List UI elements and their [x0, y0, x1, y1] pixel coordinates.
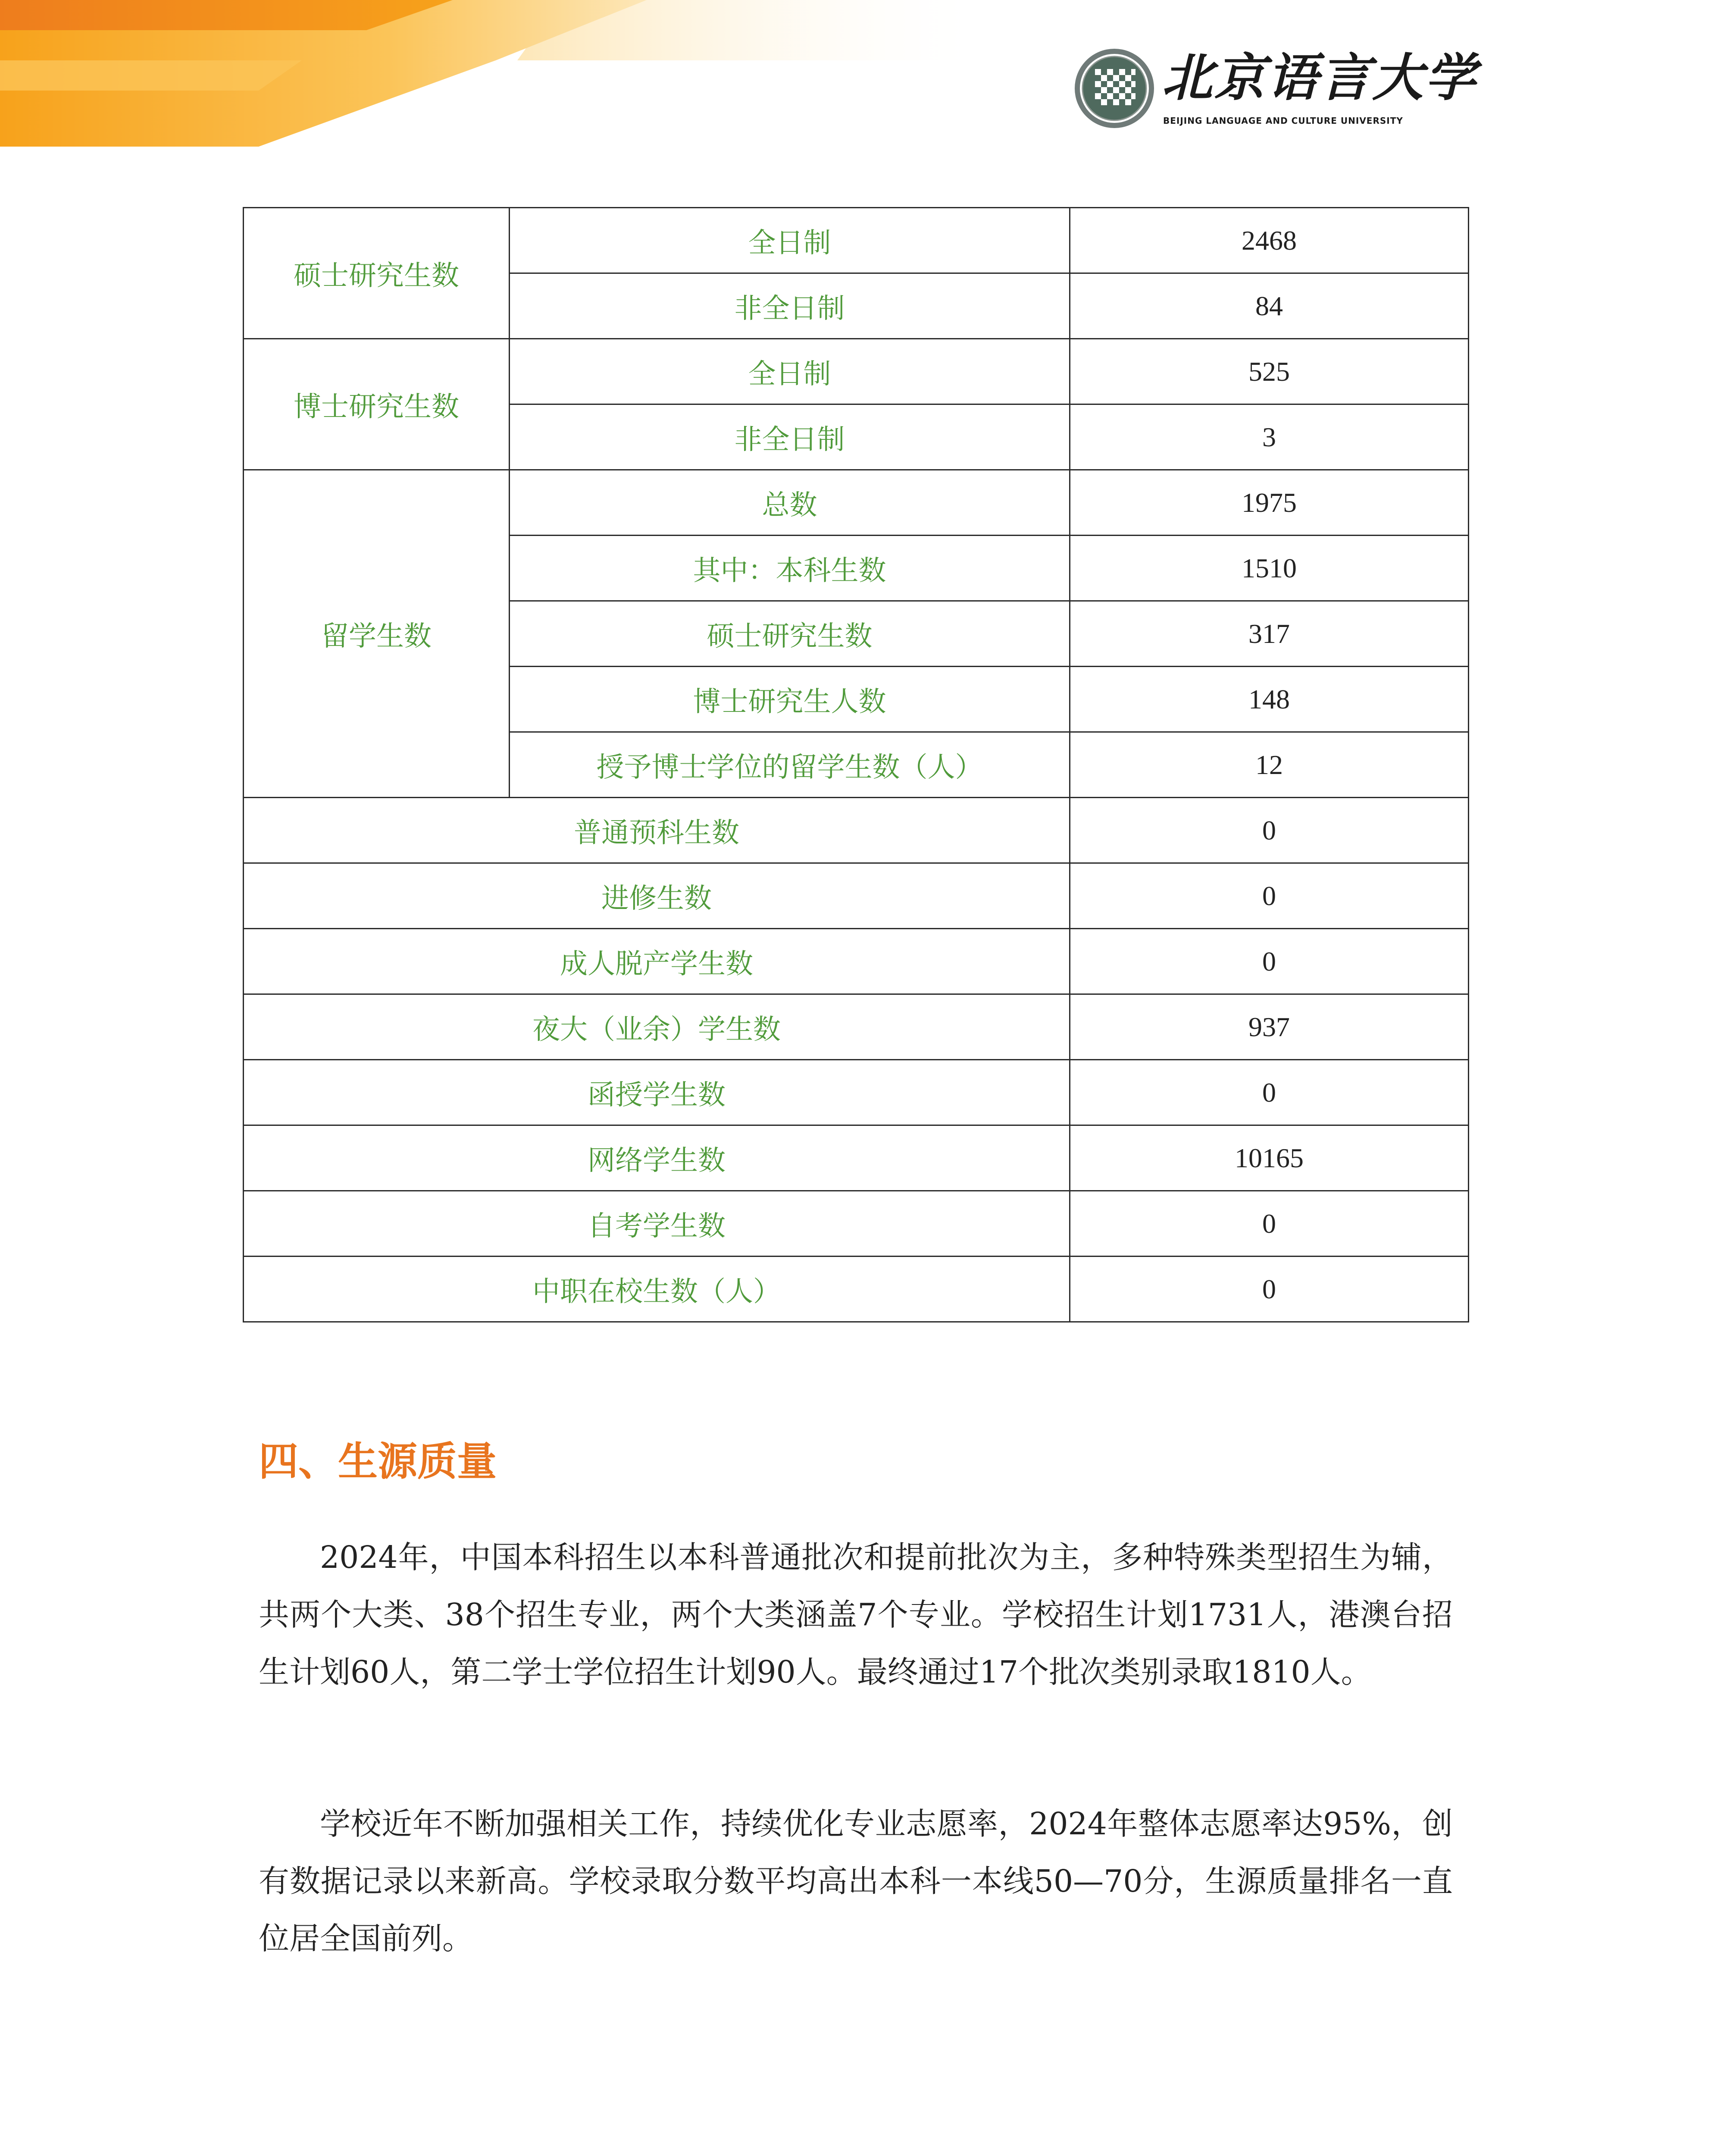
logo-english-name: BEIJING LANGUAGE AND CULTURE UNIVERSITY	[1163, 116, 1403, 126]
university-seal-icon	[1073, 47, 1155, 129]
university-logo	[1073, 47, 1478, 134]
table-row	[244, 994, 1469, 1060]
row-label: 全日制	[510, 208, 1070, 273]
table-row	[244, 1060, 1469, 1125]
table-row	[244, 1191, 1469, 1257]
row-label: 夜大（业余）学生数	[244, 994, 1070, 1060]
row-value: 0	[1070, 1191, 1469, 1257]
row-label: 函授学生数	[244, 1060, 1070, 1125]
row-label: 非全日制	[510, 273, 1070, 339]
row-group-label: 硕士研究生数	[244, 208, 510, 339]
row-value: 0	[1070, 863, 1469, 929]
table-row	[244, 1125, 1469, 1191]
row-label: 成人脱产学生数	[244, 929, 1070, 994]
row-value: 0	[1070, 1060, 1469, 1125]
row-value: 525	[1070, 339, 1469, 404]
row-label: 其中：本科生数	[510, 536, 1070, 601]
table-row	[244, 798, 1469, 863]
table-row	[244, 339, 1469, 404]
row-value: 937	[1070, 994, 1469, 1060]
student-statistics-table	[243, 207, 1469, 1322]
header-decor-band	[0, 0, 992, 147]
row-label: 普通预科生数	[244, 798, 1070, 863]
body-paragraph: 学校近年不断加强相关工作，持续优化专业志愿率，2024年整体志愿率达95%，创有数据记录以来新高。学校录取分数平均高出本科一本线50—70分，生源质量排名一直位居全国前列。	[259, 1806, 1453, 1956]
row-label: 博士研究生人数	[510, 667, 1070, 732]
row-group-label: 留学生数	[244, 470, 510, 798]
table-row	[244, 929, 1469, 994]
logo-chinese-name: 北京语言大学	[1162, 47, 1478, 107]
table-row	[244, 470, 1469, 536]
row-label: 非全日制	[510, 404, 1070, 470]
row-label: 进修生数	[244, 863, 1070, 929]
row-value: 2468	[1070, 208, 1469, 273]
row-value: 148	[1070, 667, 1469, 732]
row-label: 硕士研究生数	[510, 601, 1070, 667]
row-value: 317	[1070, 601, 1469, 667]
row-label: 自考学生数	[244, 1191, 1070, 1257]
row-value: 1975	[1070, 470, 1469, 536]
row-label: 全日制	[510, 339, 1070, 404]
table-row	[244, 863, 1469, 929]
row-label: 网络学生数	[244, 1125, 1070, 1191]
row-label: 总数	[510, 470, 1070, 536]
row-value: 0	[1070, 1257, 1469, 1322]
row-value: 1510	[1070, 536, 1469, 601]
row-value: 12	[1070, 732, 1469, 798]
row-group-label: 博士研究生数	[244, 339, 510, 470]
table-row	[244, 208, 1469, 273]
section-heading: 四、生源质量	[259, 1438, 497, 1485]
row-value: 0	[1070, 798, 1469, 863]
row-label: 授予博士学位的留学生数（人）	[510, 732, 1070, 798]
row-value: 0	[1070, 929, 1469, 994]
table-row	[244, 1257, 1469, 1322]
row-label: 中职在校生数（人）	[244, 1257, 1070, 1322]
row-value: 84	[1070, 273, 1469, 339]
row-value: 10165	[1070, 1125, 1469, 1191]
body-paragraph: 2024年，中国本科招生以本科普通批次和提前批次为主，多种特殊类型招生为辅，共两个大类、38个招生专业，两个大类涵盖7个专业。学校招生计划1731人，港澳台招生计划60人，第二学士学位招生计划90人。最终通过17个批次类别录取1810人。	[259, 1539, 1453, 1690]
row-value: 3	[1070, 404, 1469, 470]
